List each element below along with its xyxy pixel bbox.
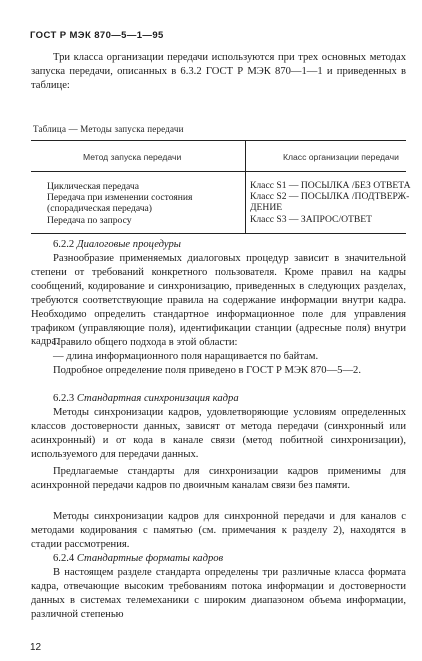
table-cell-class: ДЕНИЕ [250,202,283,213]
intro-paragraph: Три класса организации передачи используются при трех основных методах запуска передачи, описанных в 6.3.2 ГОСТ Р МЭК 870—1—1 и приведенных в таблице: [31,52,406,91]
paragraph: Предлагаемые стандарты для синхронизации кадров применимы для асинхронной передачи кадров по двоичным каналам связи без памяти. [31,466,406,491]
table-cell-class: Класс S1 — ПОСЫЛКА /БЕЗ ОТВЕТА [250,180,411,191]
paragraph: Подробное определение поля приведено в ГОСТ Р МЭК 870—5—2. [53,365,361,376]
section-title: Стандартная синхронизация кадра [76,393,239,404]
table-header-method: Метод запуска передачи [83,152,182,162]
table-cell-method: Передача по запросу [47,215,132,226]
paragraph: Разнообразие применяемых диалоговых процедур зависит в значительной степени от требований конкретного пользователя. Кроме правил на кадры сообщений, кодирование и синхронизацию, приведенных в следующих разделах, требуются соответствующие правила на содержание информации внутри кадра. Необходимо определить стандартное информационное поле для управления трафиком (управляющие поля), идентификации станции (адресные поля) внутри кадра. [31,253,406,348]
section-number: 6.2.2 [53,239,75,250]
paragraph: В настоящем разделе стандарта определены три различные класса формата кадра, отвечающие высоким требованиям потока информации и достоверности данных в системах телемеханики с широким диапазоном объема информации, различной степенью [31,567,406,620]
paragraph: Методы синхронизации кадров, удовлетворяющие условиям определенных классов достоверности данных, зависят от метода передачи (синхронный или асинхронный) и от кода в канале связи (метод побитной синхронизации), используемого для передачи данных. [31,407,406,460]
table-cell-method: (спорадическая передача) [47,203,152,214]
paragraph: Методы синхронизации кадров для синхронной передачи и для каналов с методами кодирования с памятью (см. примечания к разделу 2), находятся в стадии рассмотрения. [31,511,406,550]
section-title: Диалоговые процедуры [76,239,181,250]
section-number: 6.2.4 [53,553,75,564]
methods-table [31,140,411,234]
table-caption: Таблица — Методы запуска передачи [33,124,184,134]
section-heading [53,238,181,252]
table-cell-class: Класс S3 — ЗАПРОС/ОТВЕТ [250,214,373,225]
page-number: 12 [30,642,42,653]
table-cell-method: Циклическая передача [47,181,139,192]
table-cell-class: Класс S2 — ПОСЫЛКА /ПОДТВЕРЖ- [250,191,410,202]
table-cell-method: Передача при изменении состояния [47,192,193,203]
section-heading [53,392,239,406]
table-header-divider [31,171,406,172]
table-header-class: Класс организации передачи [283,152,399,162]
section-title: Стандартные форматы кадров [76,553,224,564]
page-header: ГОСТ Р МЭК 870—5—1—95 [30,30,164,41]
section-number: 6.2.3 [53,393,75,404]
section-heading [53,552,223,566]
table-column-divider [245,141,246,233]
paragraph: — длина информационного поля наращивается по байтам. [53,351,319,362]
paragraph: Правило общего подхода в этой области: [53,337,238,348]
